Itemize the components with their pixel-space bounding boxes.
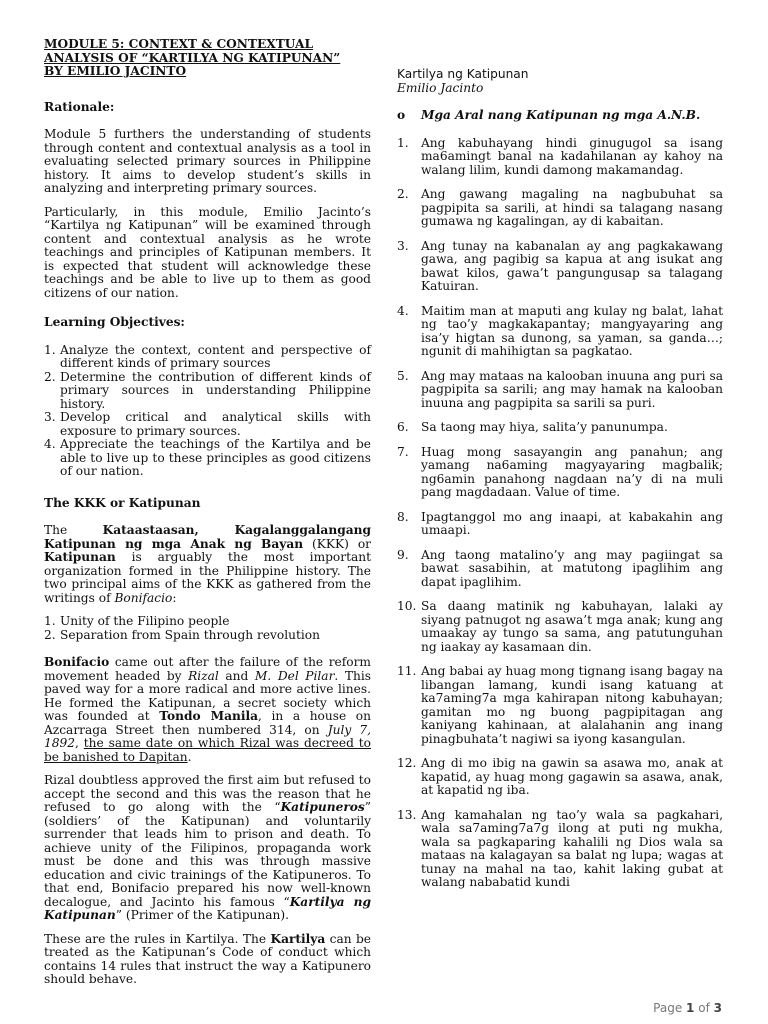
rule-item: 7. Huag mong sasayangin ang panahun; ang yamang na6aming magyayaring magbalik; ng6amin panahong nagdaan na’y di na muli pang magdadaan. Value of time. (397, 444, 723, 499)
page-indicator: Page 1 of 3 (653, 1001, 722, 1015)
rule-item: 5. Ang may mataas na kalooban inuuna ang puri sa pagpipita sa sarili; ang may hamak na kalooban inuuna ang pagpipita sa sarili sa puri. (397, 368, 723, 410)
rule-item: 6. Sa taong may hiya, salita’y panunumpa. (397, 420, 668, 434)
left-column (44, 38, 371, 997)
rule-item: 13. Ang kamahalan ng tao’y wala sa pagkahari, wala sa7aming7a7g ilong at puti ng mukha, wala sa pagkaparing kahalili ng Dios wala sa mataas na kalagayan sa balat ng lupa; wagas at tunay na mahal na tao, kahit laking gubat at walang nababatid kundi (397, 807, 723, 889)
rule-item: 10. Sa daang matinik ng kabuhayan, lalaki ay siyang patnugot ng asawa’t mga anak; kung ang umaakay ay tungo sa sama, ang patutunguhan ng iaakay ay kasamaan din. (397, 599, 723, 654)
objectives-list (44, 344, 371, 479)
module-title (44, 38, 371, 79)
list-item: 1. Analyze the context, content and perspective of different kinds of primary sources (44, 342, 371, 370)
rationale-heading: Rationale: (44, 99, 115, 114)
kartilya-rules-list (397, 137, 723, 890)
kartilya-title: Kartilya ng Katipunan (397, 67, 529, 81)
kartilya-subtitle: o Mga Aral nang Katipunan ng mga A.N.B. (397, 108, 701, 122)
title-line-1: MODULE 5: CONTEXT & CONTEXTUAL (44, 37, 314, 51)
kkk-paragraph-4: These are the rules in Kartilya. The Kartilya can be treated as the Katipunan’s Code of conduct which contains 14 rules that instruct the way a Katipunero should behave. (44, 931, 371, 986)
kartilya-author: Emilio Jacinto (397, 80, 484, 95)
rule-item: 8. Ipagtanggol mo ang inaapi, at kabakahin ang umaapi. (397, 509, 723, 537)
rationale-paragraph-2: Particularly, in this module, Emilio Jacinto’s “Kartilya ng Katipunan” will be examined through content and contextual analysis as he wrote teachings and principles of Katipunan members. It is expected that student will acknowledge these teachings and be able to live up to them as good citizens of our nation. (44, 204, 371, 300)
list-item: 2. Separation from Spain through revolution (44, 627, 320, 642)
kkk-heading: The KKK or Katipunan (44, 495, 201, 510)
kkk-paragraph-1: The Kataastaasan, Kagalanggalangang Katipunan ng mga Anak ng Bayan (KKK) or Katipunan is arguably the most important organization formed in the Philippine history. The two principal aims of the KKK as gathered from the writings of Bonifacio: (44, 523, 371, 605)
rule-item: 9. Ang taong matalino’y ang may pagiingat sa bawat sasabihin, at matutong ipaglihim ang dapat ipaglihim. (397, 547, 723, 589)
title-line-3: BY EMILIO JACINTO (44, 64, 187, 78)
kkk-paragraph-2: Bonifacio came out after the failure of the reform movement headed by Rizal and M. Del Pilar. This paved way for a more radical and more active lines. He formed the Katipunan, a secret society which was founded at Tondo Manila, in a house on Azcarraga Street then numbered 314, on July 7, 1892, the same date on which Rizal was decreed to be banished to Dapitan. (44, 655, 371, 764)
right-column (397, 68, 723, 901)
kkk-aims-list (44, 615, 371, 642)
rule-item: 2. Ang gawang magaling na nagbubuhat sa pagpipita sa sarili, at hindi sa talagang nasang gumawa ng kagalingan, ay di kabaitan. (397, 187, 723, 228)
objectives-heading: Learning Objectives: (44, 315, 185, 329)
rule-item: 4. Maitim man at maputi ang kulay ng balat, lahat ng tao’y magkakapantay; mangyayaring ang isa’y higtan sa dunong, sa yaman, sa ganda…; ngunit di mahihigtan sa pagkatao. (397, 303, 723, 358)
bullet-icon: o (397, 108, 406, 122)
rationale-paragraph-1: Module 5 furthers the understanding of students through content and contextual analysis as a tool in evaluating selected primary sources in Philippine history. It aims to develop student’s skills in analyzing and interpreting primary sources. (44, 127, 371, 195)
list-item: 1. Unity of the Filipino people (44, 614, 230, 628)
rule-item: 3. Ang tunay na kabanalan ay ang pagkakawang gawa, ang pagibig sa kapua at ang isukat ang bawat kilos, gawa’t pangungusap sa talagang Katuiran. (397, 238, 723, 293)
title-line-2: ANALYSIS OF “KARTILYA NG KATIPUNAN” (44, 50, 341, 65)
list-item: 3. Develop critical and analytical skills with exposure to primary sources. (44, 410, 371, 438)
rule-item: 1. Ang kabuhayang hindi ginugugol sa isang ma6amingt banal na kadahilanan ay kahoy na walang lilim, kundi damong makamandag. (397, 135, 723, 177)
list-item: 2. Determine the contribution of different kinds of primary sources in understanding Philippine history. (44, 369, 371, 411)
rule-item: 12. Ang di mo ibig na gawin sa asawa mo, anak at kapatid, ay huag mong gagawin sa asawa, anak, at kapatid ng iba. (397, 756, 723, 797)
rule-item: 11. Ang babai ay huag mong tignang isang bagay na libangan lamang, kundi isang katuang at ka7aming7a mga kahirapan nitong kabuhayan; gamitan mo ng buong pagpipitagan ang kaniyang kahinaan, at alalahanin ang inang pinagbuhata’t nagiwi sa iyong kasangulan. (397, 664, 723, 746)
kkk-paragraph-3: Rizal doubtless approved the first aim but refused to accept the second and this was the reason that he refused to go along with the “Katipuneros” (soldiers’ of the Katipunan) and voluntarily surrender that leads him to prison and death. To achieve unity of the Filipinos, propaganda work must be done and this was through massive education and civic trainings of the Katipuneros. To that end, Bonifacio prepared his now well-known decalogue, and Jacinto his famous “Kartilya ng Katipunan” (Primer of the Katipunan). (44, 773, 371, 922)
list-item: 4. Appreciate the teachings of the Kartilya and be able to live up to these principles as good citizens of our nation. (44, 437, 371, 478)
